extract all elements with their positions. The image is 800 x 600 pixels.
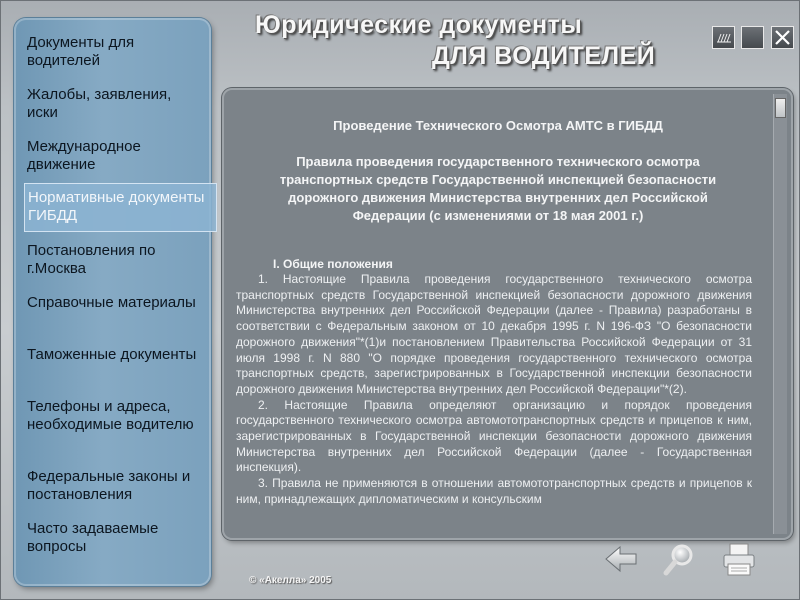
sidebar-item-faq[interactable]: Часто задаваемые вопросы [27, 520, 159, 555]
sidebar-item-complaints[interactable]: Жалобы, заявления, иски [27, 86, 172, 121]
section-heading: I. Общие положения [273, 257, 393, 271]
close-icon [772, 27, 793, 48]
vertical-scrollbar[interactable] [773, 94, 787, 534]
magnifier-icon [661, 542, 697, 578]
sidebar-item-gibdd-regulations[interactable]: Нормативные документы ГИБДД [24, 183, 217, 232]
document-title: Проведение Технического Осмотра АМТС в ГИБДД [333, 118, 663, 133]
sidebar [14, 18, 211, 586]
document-body [236, 272, 752, 508]
sidebar-item-customs[interactable]: Таможенные документы [27, 346, 197, 363]
paragraph: 2. Настоящие Правила определяют организацию и порядок проведения государственного технического осмотра автомототранспортных средств и прицепов к ним, зарегистрированных в Государственной инспекции безопасности дорожного движения Министерства внутренних дел Российской Федерации (далее - Государственная инспекция). [236, 397, 752, 475]
document-panel [222, 88, 793, 540]
settings-icon [713, 27, 734, 48]
arrow-left-icon [603, 542, 639, 576]
back-button[interactable] [603, 542, 639, 581]
settings-button[interactable] [712, 26, 735, 49]
sidebar-item-moscow-resolutions[interactable]: Постановления по г.Москва [27, 242, 156, 277]
document-subtitle: Правила проведения государственного технического осмотра транспортных средств Государственной инспекцией безопасности дорожного движения Министерства внутренних дел Российской Федерации (с изменениями от 18 мая 2001 г.) [279, 154, 717, 223]
print-button[interactable] [721, 542, 759, 583]
sidebar-item-federal-laws[interactable]: Федеральные законы и постановления [27, 468, 191, 503]
app-title-line2: ДЛЯ ВОДИТЕЛЕЙ [432, 42, 656, 70]
minimize-button[interactable] [741, 26, 764, 49]
copyright: © «Акелла» 2005 [249, 575, 332, 586]
document-text-area[interactable] [236, 88, 760, 540]
paragraph: 3. Правила не применяются в отношении автомототранспортных средств и прицепов к ним, принадлежащих дипломатическим и консульским [236, 476, 752, 506]
sidebar-item-international[interactable]: Международное движение [27, 138, 141, 173]
sidebar-item-drivers-documents[interactable]: Документы для водителей [27, 34, 135, 69]
scroll-thumb[interactable] [775, 98, 786, 118]
search-button[interactable] [661, 542, 697, 583]
sidebar-item-reference[interactable]: Справочные материалы [27, 294, 196, 311]
printer-icon [721, 542, 759, 578]
close-button[interactable] [771, 26, 794, 49]
app-title-line1: Юридические документы [255, 11, 583, 39]
minimize-icon [742, 27, 763, 48]
sidebar-item-phones-addresses[interactable]: Телефоны и адреса, необходимые водителю [27, 398, 194, 433]
paragraph: 1. Настоящие Правила проведения государственного технического осмотра транспортных средств Государственной инспекцией безопасности дорожного движения Министерства внутренних дел Российской Федерации (далее - Правила) разработаны в соответствии с Федеральным законом от 10 декабря 1995 г. N 196-ФЗ "О безопасности дорожного движения"*(1)и постановлением Правительства Российской Федерации от 31 июля 1998 г. N 880 "О порядке проведения государственного технического осмотра транспортных средств, зарегистрированных в Государственной инспекции безопасности дорожного движения Министерства внутренних дел Российской Федерации"*(2). [236, 272, 752, 396]
